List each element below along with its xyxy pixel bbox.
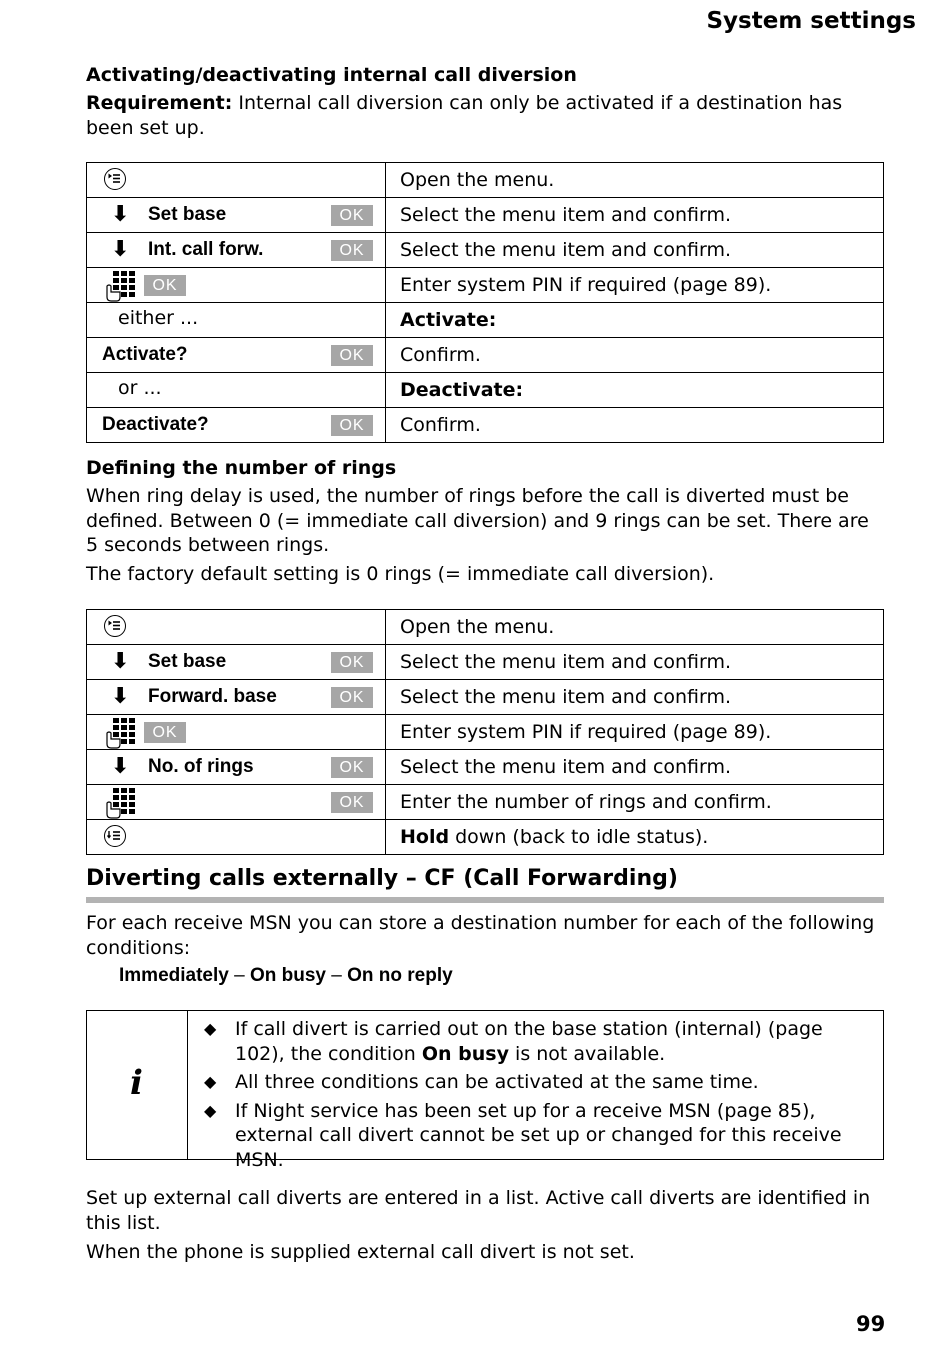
external-outro-paragraph-1: Set up external call diverts are entered in a list. Active call diverts are identified in this list. xyxy=(86,1187,871,1234)
step-description-bold: Hold xyxy=(400,826,450,848)
requirement-label: Requirement: xyxy=(86,92,233,114)
step-description-text: Confirm. xyxy=(400,344,481,366)
step-description-cell xyxy=(386,680,884,715)
step-description-text: Open the menu. xyxy=(400,169,555,191)
step-description-cell xyxy=(386,338,884,373)
step-action-cell xyxy=(87,408,386,443)
step-action-cell xyxy=(87,198,386,233)
section-rule xyxy=(86,897,884,903)
ok-key: OK xyxy=(331,687,373,708)
step-description-cell xyxy=(386,645,884,680)
steps-table-number-of-rings xyxy=(86,609,884,855)
keypad-icon xyxy=(105,787,139,819)
info-box xyxy=(86,1010,884,1171)
end-call-icon xyxy=(104,825,126,847)
down-arrow-icon: ⬇ xyxy=(111,237,130,262)
condition-separator: – xyxy=(325,965,348,986)
step-row xyxy=(87,645,884,680)
external-intro-paragraph: For each receive MSN you can store a destination number for each of the following conditions: xyxy=(86,912,875,959)
menu-item-label: Forward. base xyxy=(148,686,277,707)
keypad-icon xyxy=(105,717,139,749)
step-action-cell xyxy=(87,645,386,680)
step-action-cell xyxy=(87,233,386,268)
step-description-text: Select the menu item and confirm. xyxy=(400,686,732,708)
info-bullet-list xyxy=(187,1017,877,1176)
step-description-cell xyxy=(386,303,884,338)
step-description-text: Select the menu item and confirm. xyxy=(400,756,732,778)
section-heading-external-divert: Diverting calls externally – CF (Call Forwarding) xyxy=(86,866,678,891)
ok-key: OK xyxy=(331,240,373,261)
step-row xyxy=(87,338,884,373)
section-heading-number-of-rings: Defining the number of rings xyxy=(86,457,397,479)
bullet-text: If call divert is carried out on the base station (internal) (page 102), the condition xyxy=(235,1018,823,1065)
requirement-paragraph xyxy=(86,91,886,140)
bullet-text: All three conditions can be activated at the same time. xyxy=(235,1071,759,1093)
diamond-bullet-icon: ◆ xyxy=(204,1072,217,1091)
page-header-title: System settings xyxy=(706,8,916,34)
menu-key-icon xyxy=(104,615,126,637)
rings-paragraph-1: When ring delay is used, the number of rings before the call is diverted must be defined. Between 0 (= immediate call diversion) and 9 rings can be set. There are 5 seconds between rings. xyxy=(86,485,869,556)
info-icon-cell xyxy=(87,1011,188,1159)
step-row xyxy=(87,198,884,233)
bullet-text: If Night service has been set up for a receive MSN (page 85), external call divert cannot be set up or changed for this receive MSN. xyxy=(235,1099,842,1171)
step-row xyxy=(87,680,884,715)
ok-key: OK xyxy=(331,205,373,226)
info-bullet xyxy=(187,1017,877,1066)
rings-paragraph-2: The factory default setting is 0 rings (= immediate call diversion). xyxy=(86,563,715,585)
condition-separator: – xyxy=(228,965,250,986)
page-number: 99 xyxy=(856,1312,886,1336)
branch-label: or ... xyxy=(118,377,162,399)
section-heading-internal-diversion: Activating/deactivating internal call diversion xyxy=(86,64,577,86)
step-description-cell xyxy=(386,268,884,303)
info-bullet xyxy=(187,1099,877,1173)
step-description-cell xyxy=(386,373,884,408)
step-row xyxy=(87,303,884,338)
step-description-text: Confirm. xyxy=(400,414,481,436)
step-action-cell xyxy=(87,303,386,338)
step-row xyxy=(87,373,884,408)
step-description-cell xyxy=(386,408,884,443)
step-description-cell xyxy=(386,785,884,820)
step-action-cell xyxy=(87,268,386,303)
ok-key: OK xyxy=(331,792,373,813)
step-action-cell xyxy=(87,785,386,820)
diamond-bullet-icon: ◆ xyxy=(204,1100,217,1120)
step-description-text: Select the menu item and confirm. xyxy=(400,651,732,673)
bullet-text: is not available. xyxy=(509,1042,666,1065)
step-row xyxy=(87,268,884,303)
info-icon: i xyxy=(130,1063,143,1103)
down-arrow-icon: ⬇ xyxy=(111,202,130,227)
ok-key: OK xyxy=(331,652,373,673)
step-description-cell xyxy=(386,715,884,750)
ok-key: OK xyxy=(331,757,373,778)
steps-table-internal-diversion xyxy=(86,162,884,443)
info-bullet xyxy=(187,1070,877,1095)
menu-item-label: Set base xyxy=(148,651,227,672)
ok-key: OK xyxy=(331,345,373,366)
branch-label: either ... xyxy=(118,307,199,329)
condition-item: On no reply xyxy=(347,965,453,986)
diamond-bullet-icon: ◆ xyxy=(204,1019,217,1038)
menu-item-label: Deactivate? xyxy=(102,414,209,435)
down-arrow-icon: ⬇ xyxy=(111,649,130,674)
step-description-text: Select the menu item and confirm. xyxy=(400,239,732,261)
step-action-cell xyxy=(87,680,386,715)
external-outro-paragraph-2: When the phone is supplied external call divert is not set. xyxy=(86,1241,635,1263)
step-description-cell xyxy=(386,163,884,198)
condition-item: On busy xyxy=(249,965,326,986)
step-row xyxy=(87,715,884,750)
step-action-cell xyxy=(87,750,386,785)
step-description-text: Select the menu item and confirm. xyxy=(400,204,732,226)
step-description-text: Open the menu. xyxy=(400,616,555,638)
menu-item-label: Activate? xyxy=(102,344,188,365)
step-row xyxy=(87,750,884,785)
step-row xyxy=(87,785,884,820)
menu-item-label: No. of rings xyxy=(148,756,254,777)
step-description-text: Deactivate: xyxy=(400,379,524,401)
down-arrow-icon: ⬇ xyxy=(111,684,130,709)
step-description-cell xyxy=(386,750,884,785)
step-row xyxy=(87,610,884,645)
keypad-icon xyxy=(105,270,139,302)
step-row xyxy=(87,820,884,855)
step-description-text: Enter system PIN if required (page 89). xyxy=(400,274,772,296)
ok-key: OK xyxy=(144,275,186,296)
ok-key: OK xyxy=(331,415,373,436)
menu-item-label: Set base xyxy=(148,204,227,225)
step-description-text: down (back to idle status). xyxy=(449,826,709,848)
menu-key-icon xyxy=(104,168,126,190)
step-description-text: Enter the number of rings and confirm. xyxy=(400,791,772,813)
menu-item-label: Int. call forw. xyxy=(148,239,264,260)
conditions-line xyxy=(119,965,453,987)
step-action-cell xyxy=(87,373,386,408)
step-action-cell xyxy=(87,163,386,198)
step-action-cell xyxy=(87,820,386,855)
step-row xyxy=(87,163,884,198)
condition-item: Immediately xyxy=(119,965,229,986)
step-description-cell xyxy=(386,610,884,645)
step-description-cell xyxy=(386,820,884,855)
step-description-text: Activate: xyxy=(400,309,497,331)
bullet-text-bold: On busy xyxy=(421,1042,509,1065)
step-description-cell xyxy=(386,198,884,233)
step-row xyxy=(87,408,884,443)
step-description-cell xyxy=(386,233,884,268)
step-description-text: Enter system PIN if required (page 89). xyxy=(400,721,772,743)
step-row xyxy=(87,233,884,268)
down-arrow-icon: ⬇ xyxy=(111,754,130,779)
requirement-text: Internal call diversion can only be activated if a destination has been set up. xyxy=(86,92,843,139)
step-action-cell xyxy=(87,338,386,373)
step-action-cell xyxy=(87,715,386,750)
step-action-cell xyxy=(87,610,386,645)
ok-key: OK xyxy=(144,722,186,743)
